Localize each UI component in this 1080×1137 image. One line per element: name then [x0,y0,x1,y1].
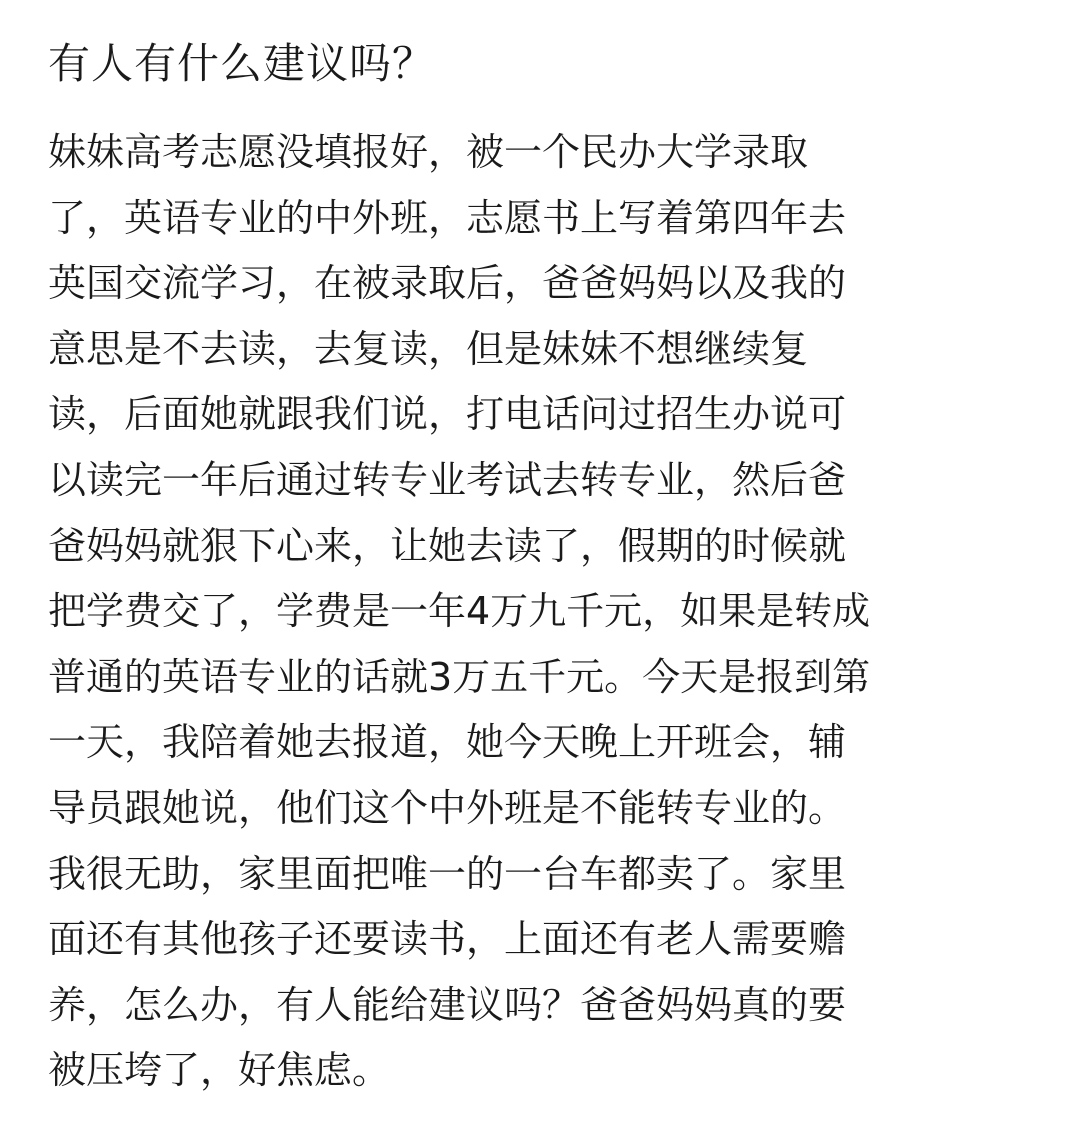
post-body-line: 英国交流学习，在被录取后，爸爸妈妈以及我的 [48,261,847,306]
post-body-line: 普通的英语专业的话就3万五千元。今天是报到第 [48,654,871,699]
post-body-line: 妹妹高考志愿没填报好，被一个民办大学录取 [48,130,809,174]
post-body [48,120,1032,1104]
post-body-line: 爸妈妈就狠下心来，让她去读了，假期的时候就 [48,523,847,568]
post-body-line: 养，怎么办，有人能给建议吗？爸爸妈妈真的要 [48,982,847,1027]
post-body-line: 把学费交了，学费是一年4万九千元，如果是转成 [48,589,871,634]
post-body-line: 被压垮了，好焦虑。 [48,1048,391,1093]
post-body-line: 面还有其他孩子还要读书，上面还有老人需要赡 [48,917,847,962]
post-body-line: 读，后面她就跟我们说，打电话问过招生办说可 [48,392,847,437]
post-body-line: 我很无助，家里面把唯一的一台车都卖了。家里 [48,851,847,896]
post-body-line: 以读完一年后通过转专业考试去转专业，然后爸 [48,457,847,502]
post-body-line: 意思是不去读，去复读，但是妹妹不想继续复 [48,326,809,371]
post-body-line: 一天，我陪着她去报道，她今天晚上开班会，辅 [48,720,847,765]
post-title: 有人有什么建议吗？ [48,39,436,88]
post-body-line: 导员跟她说，他们这个中外班是不能转专业的。 [48,785,847,830]
post-body-line: 了，英语专业的中外班，志愿书上写着第四年去 [48,195,847,240]
